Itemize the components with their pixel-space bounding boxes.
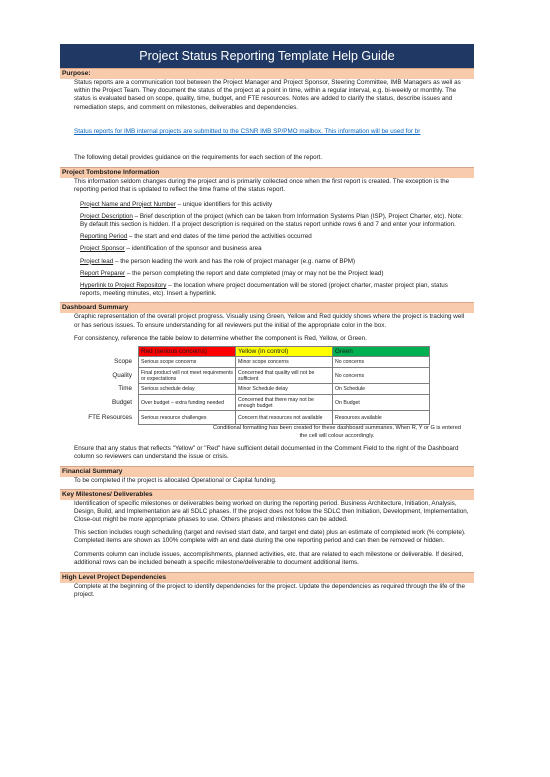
- dashboard-reference-paragraph: For consistency, reference the table below to determine whether the component is Red, Yellow, or Green.: [74, 334, 367, 342]
- tombstone-item: Project Name and Project Number – unique identifiers for this activity: [80, 200, 273, 208]
- help-guide-sheet: [60, 44, 474, 600]
- conditional-formatting-note: Conditional formatting has been created for these dashboard summaries. When R, Y or G is entered the cell will colour accordingly.: [213, 425, 461, 439]
- table-row: Budget Over budget – extra funding needed Concerned that there may not be enough budget On Budget: [60, 395, 430, 411]
- dependencies-paragraph: Complete at the beginning of the project to identify dependencies for the project. Update the dependencies as required through the life of the project.: [74, 583, 466, 599]
- tombstone-item: Hyperlink to Project Repository – the location where project documentation will be stored (project charter, master project plan, status reports, meeting minutes, etc). Insert a hyperlink.: [80, 282, 448, 298]
- table-row: Time Serious schedule delay Minor Schedule delay On Schedule: [60, 384, 430, 395]
- milestones-comments-paragraph: Comments column can include issues, accomplishments, planned activities, etc. that are related to each milestone or deliverable. If desired, additional rows can be included beneath a specific milestone/deliverable to document additional items.: [74, 550, 464, 566]
- table-row: FTE Resources Serious resource challenges Concern that resources not available Resources available: [60, 411, 430, 425]
- tombstone-intro: This information seldom changes during the project and is primarily collected once when the first report is created. The exception is the reporting period that is updated to reflect the time frame of the status report.: [74, 178, 450, 194]
- guidance-paragraph: The following detail provides guidance on the requirements for each section of the report.: [74, 154, 323, 162]
- header-green: Green: [333, 347, 430, 357]
- table-row: Quality Final product will not meet requirements or expectations Concerned that quality will not be sufficient No concerns: [60, 368, 430, 384]
- section-heading-financial: Financial Summary: [60, 466, 474, 477]
- page-title: Project Status Reporting Template Help Guide: [60, 44, 474, 68]
- milestones-paragraph: Identification of specific milestones or deliverables being worked on during the reporting period. Business Architecture, Initiation, Analysis, Design, Build, and Implementation are all SDLC phases. If the project does not follow the SDLC then Initiation, Development, Implementation, Close-out might be more appropriate phases to use. Others phases and milestones can be added.: [74, 499, 469, 524]
- tombstone-item: Reporting Period – the start and end dates of the time period the activities occurred: [80, 233, 312, 241]
- mailbox-link[interactable]: Status reports for IMB internal projects are submitted to the CSNR IMB SP/PMO mailbox. This information will be used for br: [74, 127, 421, 135]
- dashboard-status-paragraph: Ensure that any status that reflects "Yellow" or "Red" have sufficient detail documented in the Comment Field to the right of the Dashboard column so reviewers can understand the issue or crisis.: [74, 445, 459, 461]
- table-header-row: [60, 347, 430, 357]
- header-yellow: Yellow (in control): [236, 347, 333, 357]
- header-red: Red (serious concerns): [139, 347, 236, 357]
- milestones-scheduling-paragraph: This section includes rough scheduling (target and revised start date, and target end date) plus an estimate of completed work (% complete). Completed items are shown as 100% complete with an end date during the one reporting period and can then be removed or hidden.: [74, 529, 466, 545]
- financial-paragraph: To be completed if the project is allocated Operational or Capital funding.: [74, 477, 277, 485]
- section-heading-purpose: Purpose:: [60, 68, 474, 79]
- tombstone-item: Project Description – Brief description of the project (which can be taken from Information Systems Plan (ISP), Project Charter, etc). Note: By default this section is hidden. If a project description is required on the status report unhide rows 6 and 7 and enter your information.: [80, 212, 463, 229]
- tombstone-item: Report Preparer – the person completing the report and date completed (may or may not be the Project lead): [80, 269, 384, 277]
- section-heading-dashboard: Dashboard Summary: [60, 302, 474, 313]
- tombstone-item: Project Sponsor – identification of the sponsor and business area: [80, 245, 262, 253]
- section-heading-dependencies: High Level Project Dependencies: [60, 572, 474, 583]
- section-heading-tombstone: Project Tombstone Information: [60, 167, 474, 178]
- table-row: Scope Serious scope concerns Minor scope concerns No concerns: [60, 357, 430, 368]
- dashboard-legend-table: [60, 346, 430, 425]
- tombstone-item: Project lead – the person leading the work and has the role of project manager (e.g. name of BPM): [80, 257, 356, 265]
- purpose-paragraph: Status reports are a communication tool between the Project Manager and Project Sponsor, Steering Committee, IMB Managers as well as within the Project Team. They document the status of the project at a point in time, within a regular interval, e.g. bi-weekly or monthly. The status is evaluated based on scope, quality, time, budget, and FTE resources. Notes are added to clarify the status, describe issues and remediation steps, and comment on milestones, deliverables and dependencies.: [74, 79, 461, 111]
- section-heading-milestones: Key Milestones/ Deliverables: [60, 489, 474, 500]
- dashboard-paragraph: Graphic representation of the overall project progress. Visually using Green, Yellow and Red quickly shows where the project is tracking well or has serious issues. To ensure understanding for all reviewers put the initial of the appropriate color in the box.: [74, 313, 465, 329]
